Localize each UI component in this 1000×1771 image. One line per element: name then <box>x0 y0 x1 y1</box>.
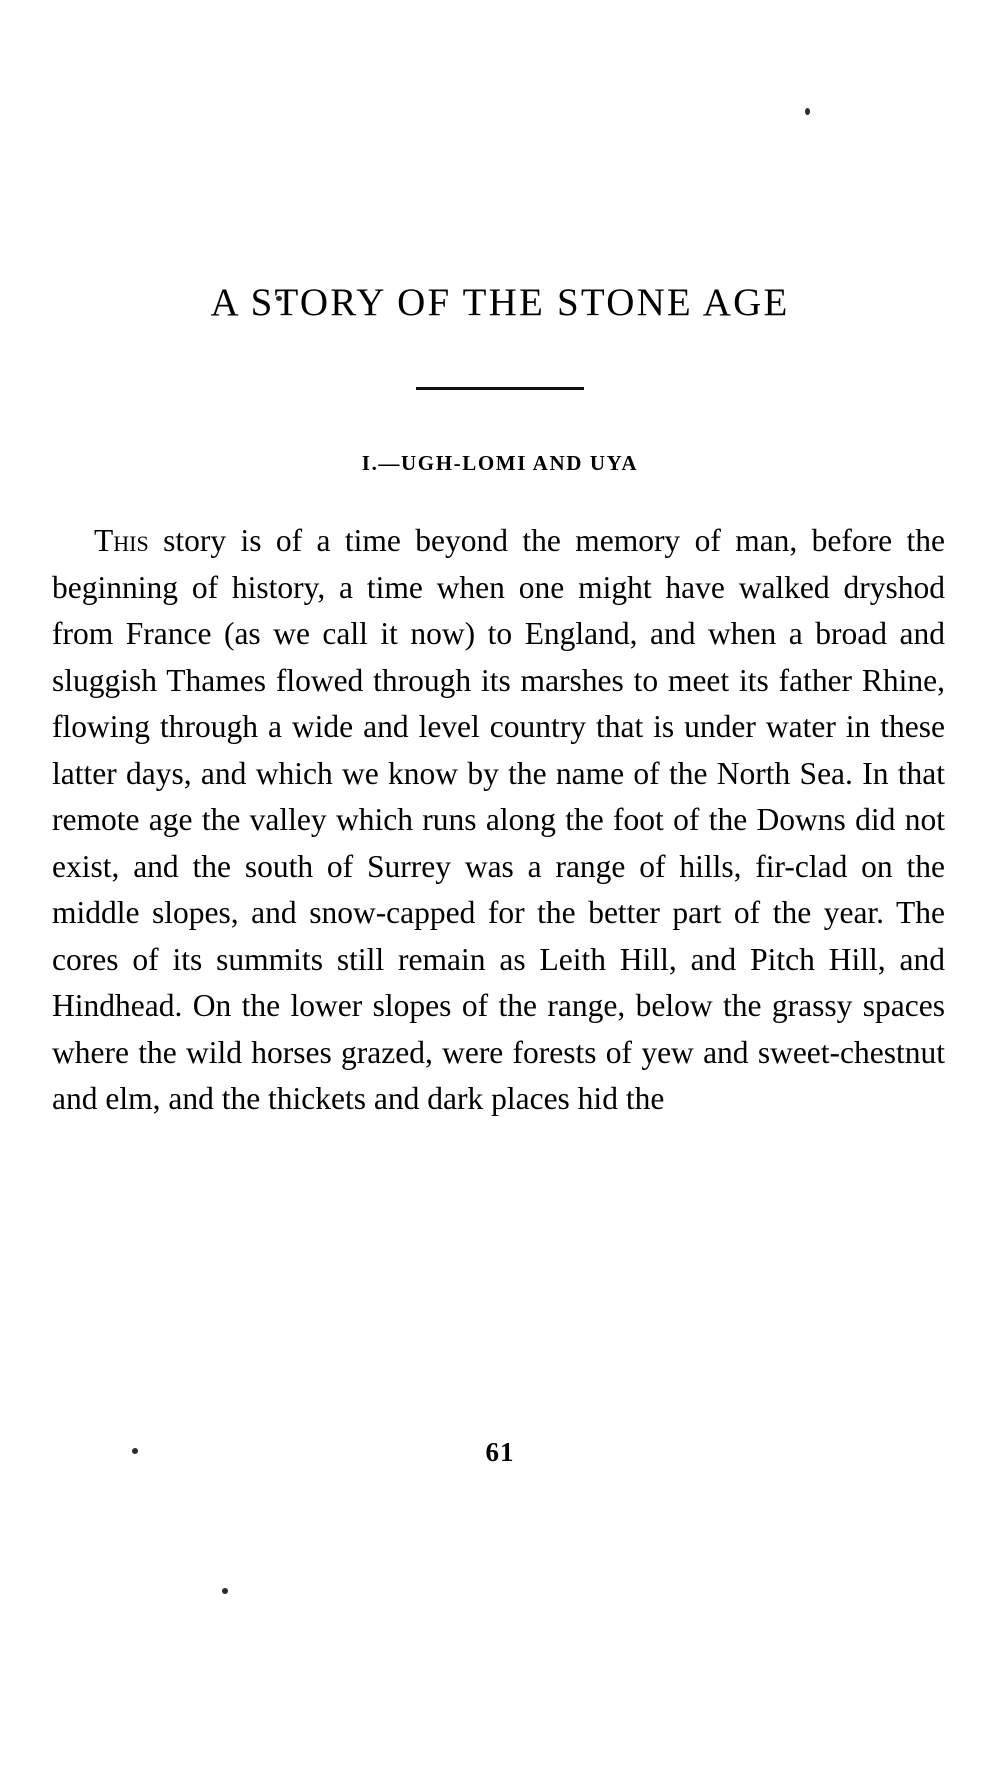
page-content <box>50 280 950 1154</box>
section-title: I.—UGH-LOMI AND UYA <box>361 451 639 475</box>
page-number: 61 <box>485 1437 515 1467</box>
title-divider <box>50 377 950 395</box>
opening-smallcaps: This <box>94 523 149 558</box>
ink-speck <box>222 1588 228 1594</box>
chapter-title: A STORY OF THE STONE AGE <box>210 281 790 324</box>
ink-speck <box>132 1448 138 1454</box>
body-paragraph <box>50 518 950 1123</box>
paragraph-text: story is of a time beyond the memory of man, before the beginning of history, a time when one might have walked dryshod from France (as we call it now) to England, and when a broad and sluggish Thames flowed through its marshes to meet its father Rhine, flowing through a wide and level country that is under water in these latter days, and which we know by the name of the North Sea. In that remote age the valley which runs along the foot of the Downs did not exist, and the south of Surrey was a range of hills, fir-clad on the middle slopes, and snow-capped for the better part of the year. The cores of its summits still remain as Leith Hill, and Pitch Hill, and Hindhead. On the lower slopes of the range, below the grassy spaces where the wild horses grazed, were forests of yew and sweet-chestnut and elm, and the thickets and dark places hid the <box>52 523 945 1116</box>
ink-speck <box>805 108 810 115</box>
horizontal-rule <box>416 387 584 390</box>
